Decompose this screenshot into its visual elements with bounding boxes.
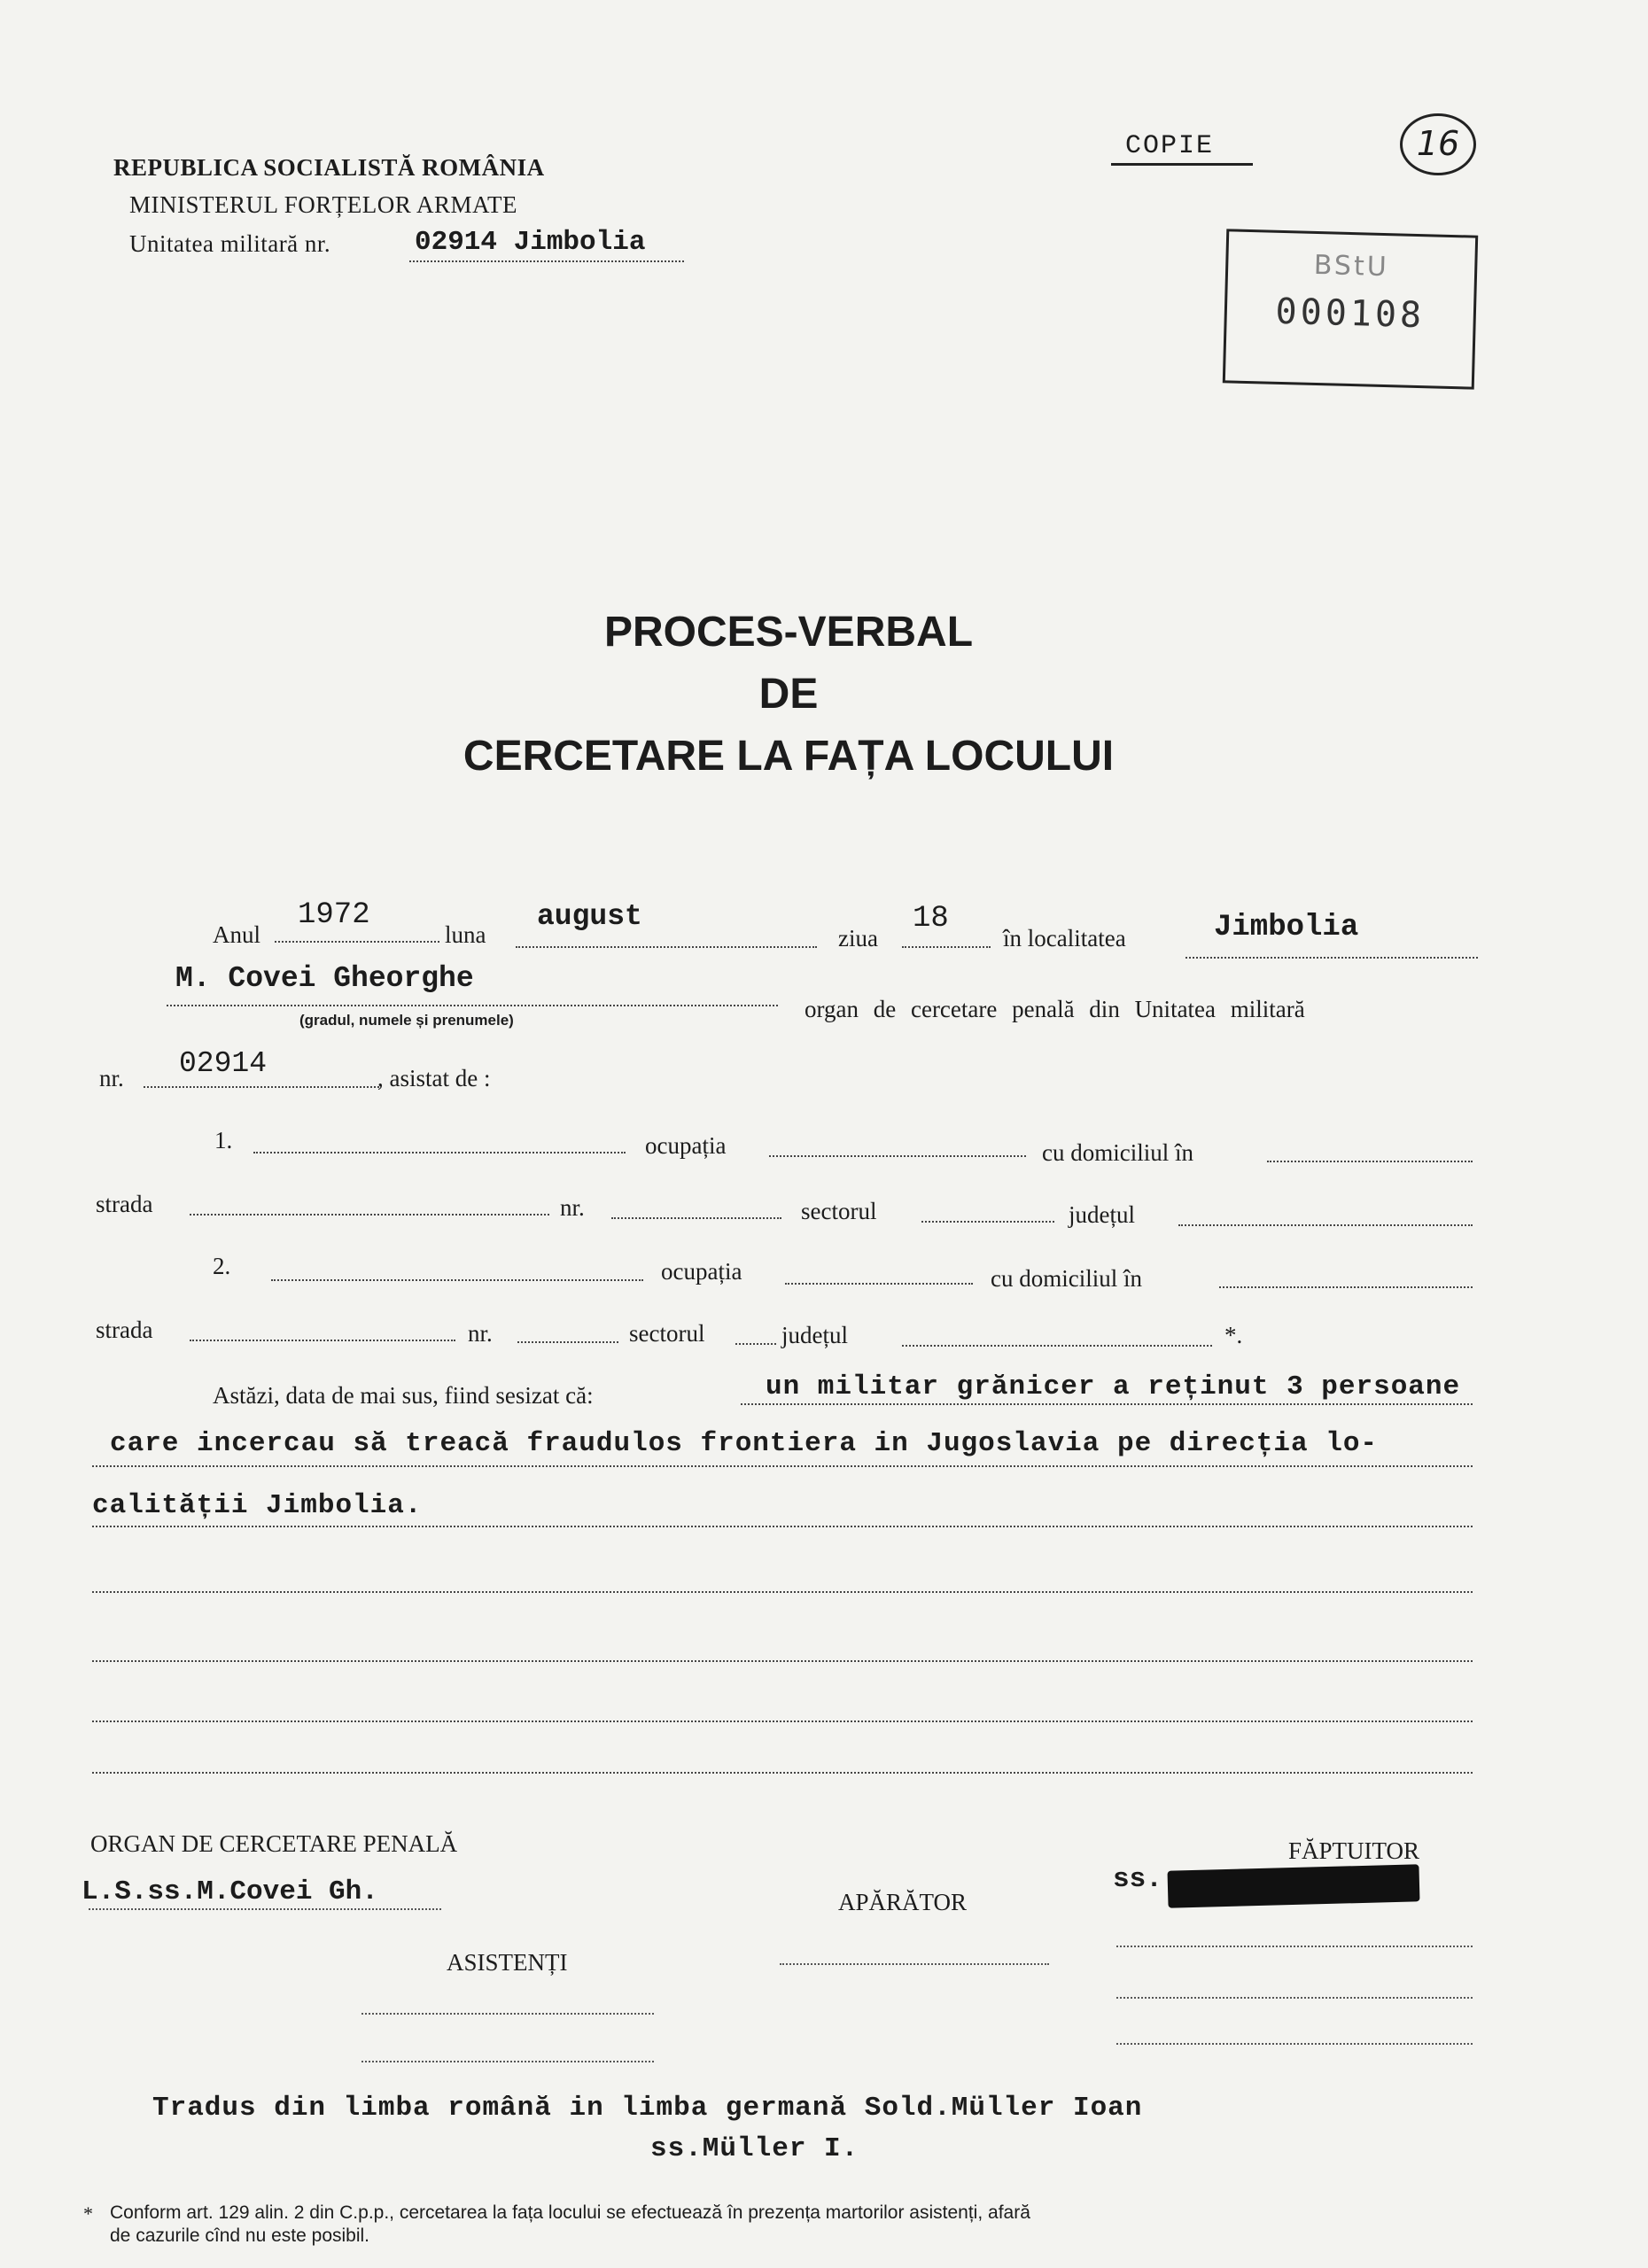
person1-domiciliu-dots [1267, 1161, 1473, 1162]
person2-sectorul: sectorul [629, 1320, 705, 1347]
nr-value: 02914 [179, 1047, 268, 1080]
report-text-line1: un militar grănicer a reținut 3 persoane [766, 1371, 1461, 1402]
report-text-line2: care incercau să treacă fraudulos frontiera in Jugoslavia pe direcția lo- [110, 1428, 1379, 1459]
copy-underline [1111, 163, 1253, 166]
organ-text: organ de cercetare penală din Unitatea militară [805, 996, 1305, 1022]
officer-dots [167, 1005, 778, 1006]
person2-nr: nr. [468, 1320, 493, 1347]
organ-signature-line [89, 1908, 441, 1910]
faptuitor-line-4 [1116, 2043, 1473, 2045]
person2-nr-dots [517, 1341, 618, 1343]
person1-sectorul: sectorul [801, 1198, 877, 1224]
translation-line1: Tradus din limba română in limba germană Sold.Müller Ioan [152, 2093, 1143, 2124]
luna-label: luna [445, 921, 486, 948]
person2-domiciliu: cu domiciliul în [991, 1265, 1142, 1292]
faptuitor-label: FĂPTUITOR [1288, 1837, 1420, 1864]
stamp-number: 000108 [1275, 291, 1426, 337]
faptuitor-value: ss. [1113, 1864, 1162, 1895]
person1-strada: strada [96, 1191, 153, 1217]
aparator-line [780, 1963, 1049, 1965]
copy-label: COPIE [1125, 131, 1215, 161]
person1-name-dots [253, 1152, 626, 1153]
archive-stamp [1223, 229, 1478, 389]
page-number: 16 [1400, 113, 1476, 175]
person2-name-dots [271, 1279, 643, 1281]
person1-sectorul-dots [921, 1221, 1054, 1223]
person1-judetul: județul [1069, 1201, 1135, 1228]
blank-line-3 [92, 1720, 1473, 1722]
person2-domiciliu-dots [1219, 1286, 1473, 1288]
person1-number: 1. [214, 1127, 233, 1153]
person1-nr-dots [611, 1217, 781, 1219]
faptuitor-line-3 [1116, 1997, 1473, 1999]
nr-dots [144, 1086, 379, 1088]
person2-asterisk: *. [1224, 1322, 1243, 1348]
person1-judetul-dots [1178, 1224, 1473, 1226]
person2-strada-dots [190, 1340, 455, 1341]
asistenti-line-2 [361, 2061, 654, 2062]
stamp-top-text: BStU [1313, 249, 1390, 284]
blank-line-1 [92, 1591, 1473, 1593]
header-ministry: MINISTERUL FORȚELOR ARMATE [129, 191, 518, 218]
blank-line-4 [92, 1772, 1473, 1774]
person1-ocupatia: ocupația [645, 1132, 727, 1159]
header-republic: REPUBLICA SOCIALISTĂ ROMÂNIA [113, 154, 545, 181]
translation-line2: ss.Müller I. [650, 2133, 859, 2164]
anul-value: 1972 [298, 898, 370, 932]
person2-judetul-dots [902, 1345, 1212, 1347]
asistenti-label: ASISTENȚI [447, 1949, 568, 1976]
nr-label: nr. [99, 1065, 124, 1091]
organ-signature-label: ORGAN DE CERCETARE PENALĂ [90, 1830, 458, 1857]
luna-value: august [537, 900, 642, 933]
person1-domiciliu: cu domiciliul în [1042, 1139, 1193, 1166]
text-line2-dots [92, 1465, 1473, 1467]
localitatea-label: în localitatea [1003, 925, 1126, 951]
footnote-line1: Conform art. 129 alin. 2 din C.p.p., cercetarea la fața locului se efectuează în prezența martorilor asistenți, afară [110, 2202, 1030, 2223]
blank-line-2 [92, 1660, 1473, 1662]
anul-label: Anul [213, 921, 260, 948]
aparator-label: APĂRĂTOR [838, 1889, 968, 1915]
astazi-label: Astăzi, data de mai sus, fiind sesizat că: [213, 1382, 594, 1409]
localitatea-value: Jimbolia [1214, 911, 1359, 944]
report-text-line3: calității Jimbolia. [92, 1490, 423, 1521]
faptuitor-line-2 [1116, 1946, 1473, 1947]
officer-name: M. Covei Gheorghe [175, 962, 474, 995]
organ-signature-value: L.S.ss.M.Covei Gh. [82, 1876, 378, 1907]
ziua-label: ziua [838, 925, 878, 951]
ziua-dots [902, 946, 991, 948]
person2-ocupatia-dots [785, 1283, 973, 1285]
ziua-value: 18 [913, 902, 949, 936]
footnote-star: * [83, 2202, 93, 2225]
redaction-bar [1167, 1864, 1419, 1907]
person1-nr: nr. [560, 1194, 585, 1221]
asistat-label: , asistat de : [377, 1065, 491, 1091]
asistenti-line-1 [361, 2013, 654, 2015]
person2-number: 2. [213, 1253, 231, 1279]
person1-ocupatia-dots [769, 1155, 1026, 1157]
person2-strada: strada [96, 1317, 153, 1343]
title-line1: PROCES-VERBAL [603, 609, 974, 656]
anul-dots [275, 941, 439, 943]
person1-strada-dots [190, 1214, 549, 1216]
text-line3-dots [92, 1526, 1473, 1527]
header-unit-underline [409, 260, 684, 262]
officer-caption: (gradul, numele și prenumele) [299, 1012, 514, 1029]
localitatea-dots [1185, 957, 1478, 959]
text-line1-dots [741, 1403, 1473, 1405]
luna-dots [516, 946, 817, 948]
header-unit-label: Unitatea militară nr. [129, 230, 331, 257]
person2-judetul: județul [781, 1322, 848, 1348]
title-line2: DE [758, 671, 819, 718]
footnote-line2: de cazurile cînd nu este posibil. [110, 2225, 370, 2246]
person2-sectorul-dots [735, 1343, 776, 1345]
title-line3: CERCETARE LA FAȚA LOCULUI [463, 733, 1115, 780]
person2-ocupatia: ocupația [661, 1258, 742, 1285]
header-unit-value: 02914 Jimbolia [415, 227, 646, 258]
